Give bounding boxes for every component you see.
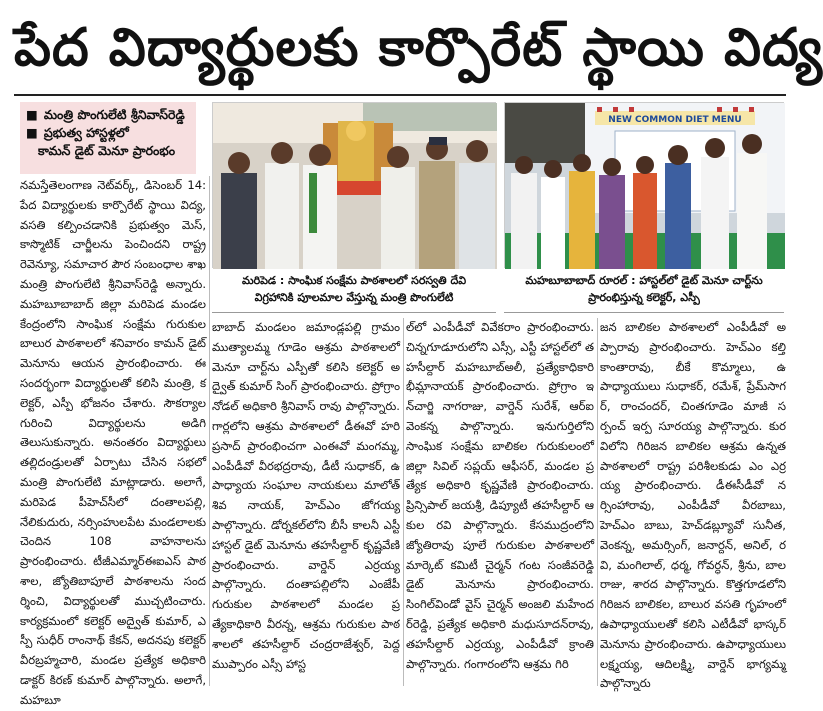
highlight-text-continued: కామన్ డైట్ మెనూ ప్రారంభం <box>38 143 176 158</box>
photo-minister-garlanding <box>212 102 496 268</box>
highlight-text: ప్రభుత్వ హాస్టళ్లలో <box>43 125 129 140</box>
highlights-box <box>20 102 196 174</box>
highlight-item <box>26 106 190 124</box>
article-column-2: బాబాద్ మండలం జమాండ్లపల్లి గ్రామం ముత్యాలమ్మ గూడెం ఆశ్రమ పాఠశాలలో మెనూ చార్ట్‌ను ఎస్పీతో కలిసి కలెక్టర్ అద్వైత్ కుమార్ సింగ్ ప్రారంభించారు. ప్రోగ్రాం నోడల్ అధికారి శ్రీనివాస్ రావు పాల్గొన్నారు. గార్లలోని ఆశ్రమ పాఠశాలలో డీఈవో హరి ప్రసాద్ ప్రారంభించగా ఎంఈవో మంగమ్మ, ఎంపీడీవో వీరభద్రరావు, డీటీ సుధాకర్, ఉపాధ్యాయ సంఘాల నాయకులు మాలోత్ శివ నాయక్, హెచ్‌ఎం జోగయ్య పాల్గొన్నారు. డోర్నకల్‌లోని బీసీ కాలనీ ఎస్టీ హాస్టల్ డైట్ మెనూను తహసీల్దార్ కృష్ణవేణి ప్రారంభించారు. వార్డెన్ ఎర్రయ్య పాల్గొన్నారు. దంతాపల్లిలోని ఎంజేపీ గురుకుల పాఠశాలలో మండల ప్రత్యేకాధికారి వీరన్న, ఆశ్రమ గురుకుల పాఠశాలలో తహసీల్దార్ చంద్రరాజేశ్వర్, పెద్దముప్పారం ఎస్సీ హాస్ట <box>212 320 400 671</box>
headline: పేద విద్యార్థులకు కార్పొరేట్ స్థాయి విద్య <box>14 18 823 78</box>
highlight-item <box>26 124 190 142</box>
diet-menu-banner: NEW COMMON DIET MENU <box>608 115 742 125</box>
photo-diet-menu-launch-image <box>505 103 785 269</box>
photo-caption <box>504 272 784 313</box>
column-divider <box>403 318 404 686</box>
photo-diet-menu-launch <box>504 102 784 268</box>
caption-line: ప్రారంభిస్తున్న కలెక్టర్, ఎస్పీ <box>588 291 700 304</box>
bullet-icon: ■ <box>26 107 38 122</box>
photo-caption <box>212 272 496 313</box>
bullet-icon: ■ <box>26 125 38 140</box>
article-column-3: ల్‌లో ఎంపీడీవో వివేకరాం ప్రారంభించారు. చిన్నగూడూరులోని ఎస్సీ, ఎస్టీ హాస్టల్‌లో తహసీల్దార్ మహబూబ్‌అలీ, ప్రత్యేకాధికారి భీమ్లానాయక్ ప్రారంభించారు. ప్రోగ్రాం ఇన్‌చార్జి నాగరాజు, వార్డెన్ సురేశ్, ఆర్‌ఐ వెంకన్న పాల్గొన్నారు. ఇనుగుర్తిలోని సాంఘిక సంక్షేమ బాలికల గురుకులంలో జిల్లా సివిల్ సప్లయ్ ఆఫీసర్, మండల ప్రత్యేక అధికారి కృష్ణవేణి ప్రారంభించారు. ప్రిన్సిపాల్ జయశ్రీ, డిప్యూటీ తహసీల్దార్ ఆకుల రవి పాల్గొన్నారు. కేసముద్రంలోని జ్యోతిరావు పూలే గురుకుల పాఠశాలలో మార్కెట్ కమిటీ చైర్మన్ గంట సంజీవరెడ్డి డైట్ మెనూను ప్రారంభించారు. సింగిల్‌విండో వైస్ చైర్మన్ అంజలి మహేందర్‌రెడ్డి, ప్రత్యేక అధికారి మధుసూదన్‌రావు, తహసీల్దార్ ఎర్రయ్య, ఎంపీడీవో క్రాంతి పాల్గొన్నారు. గంగారంలోని ఆశ్రమ గిరి <box>406 320 594 671</box>
column-divider <box>209 176 210 686</box>
caption-line: మహబూబాబాద్ రూరల్ : హాస్టల్‌లో డైట్ మెనూ చార్ట్‌ను <box>525 274 763 287</box>
highlight-text: మంత్రి పొంగులేటి శ్రీనివాస్‌రెడ్డి <box>43 107 185 122</box>
caption-line: మరిపెడ : సాంఘిక సంక్షేమ పాఠశాలలో సరస్వతి దేవి <box>241 274 467 287</box>
headline-rule <box>14 94 786 96</box>
article-column-4: జన బాలికల పాఠశాలలో ఎంపీడీవో అప్పారావు ప్రారంభించారు. హెచ్‌ఎం కల్తి కాంతారావు, బీకే కొమ్మాలు, ఉపాధ్యాయులు సుధాకర్, రమేశ్, ప్రేమ్‌సాగర్, రాంచందర్, చింతగూడెం మాజీ సర్పంచ్ ఇర్ప సూరయ్య పాల్గొన్నారు. కురవిలోని గిరిజన బాలికల ఆశ్రమ ఉన్నత పాఠశాలలో రాష్ట్ర పరిశీలకుడు ఎం ఎర్రయ్య ప్రారంభించారు. డీఈసీడీవో నర్సింహారావు, ఎంపీడీవో వీరబాబు, హెచ్‌ఎం బాబు, హెచ్‌డబ్ల్యూవో సునీత, వెంకన్న, అమర్సింగ్, జనార్దన్, అనిల్, రవి, మంగిలాల్, ధర్మ, గోవర్ధన్, శ్రీను, బాలరాజు, శారద పాల్గొన్నారు. కొత్తగూడలోని గిరిజన బాలికల, బాలుర వసతి గృహంలో ఉపాధ్యాయులతో కలిసి ఎటీడీవో భాస్కర్ మెనూను ప్రారంభించారు. ఉపాధ్యాయులు లక్ష్మయ్య, ఆదిలక్ష్మి, వార్డెన్ భాగ్యమ్మ పాల్గొన్నారు <box>600 320 786 691</box>
article-column-1: నమస్తేతెలంగాణ నెట్‌వర్క్, డిసెంబర్ 14: పేద విద్యార్థులకు కార్పొరేట్ స్థాయి విద్య, వసతి కల్పించడానికి ప్రభుత్వం మెస్, కాస్మొటిక్ చార్జీలను పెంచిందని రాష్ట్ర రెవెన్యూ, సమాచార పౌర సంబంధాల శాఖ మంత్రి పొంగులేటి శ్రీనివాస్‌రెడ్డి అన్నారు. మహబూబాబాద్ జిల్లా మరిపెడ మండల కేంద్రంలోని సాంఘిక సంక్షేమ గురుకుల బాలుర పాఠశాలలో శనివారం కామన్ డైట్ మెనూను ఆయన ప్రారంభించారు. ఈ సందర్భంగా విద్యార్థులతో కలిసి మంత్రి, కలెక్టర్, ఎస్పీ భోజనం చేశారు. సౌకర్యాల గురించి విద్యార్థులను అడిగి తెలుసుకున్నారు. అనంతరం విద్యార్థులు తల్లిదండ్రులతో ఏర్పాటు చేసిన సభలో మంత్రి పొంగులేటి మాట్లాడారు. అలాగే, మరిపెడ పీహెచ్‌సీలో దంతాలపల్లి, నేలికుదురు, నర్సింహులపేట మండలాలకు చెందిన 108 వాహనాలను ప్రారంభించారు. టీజీఎమ్మార్ఈఐఎస్ పాఠశాల, జ్యోతిబాపూలే పాఠశాలను సందర్శించి, విద్యార్థులతో ముచ్చటించారు. కార్యక్రమంలో కలెక్టర్ అద్వైత్ కుమార్, ఎస్పీ సుధీర్ రాంనాథ్ కేకన్, అదనపు కలెక్టర్ వీరబ్రహ్మచారి, మండల ప్రత్యేక అధికారి డాక్టర్ కిరణ్ కుమార్ పాల్గొన్నారు. అలాగే, మహబూ <box>20 178 206 707</box>
column-divider <box>597 318 598 686</box>
photo-minister-garlanding-image <box>213 103 497 269</box>
caption-line: విగ్రహానికి పూలమాల వేస్తున్న మంత్రి పొంగులేటి <box>254 291 454 304</box>
